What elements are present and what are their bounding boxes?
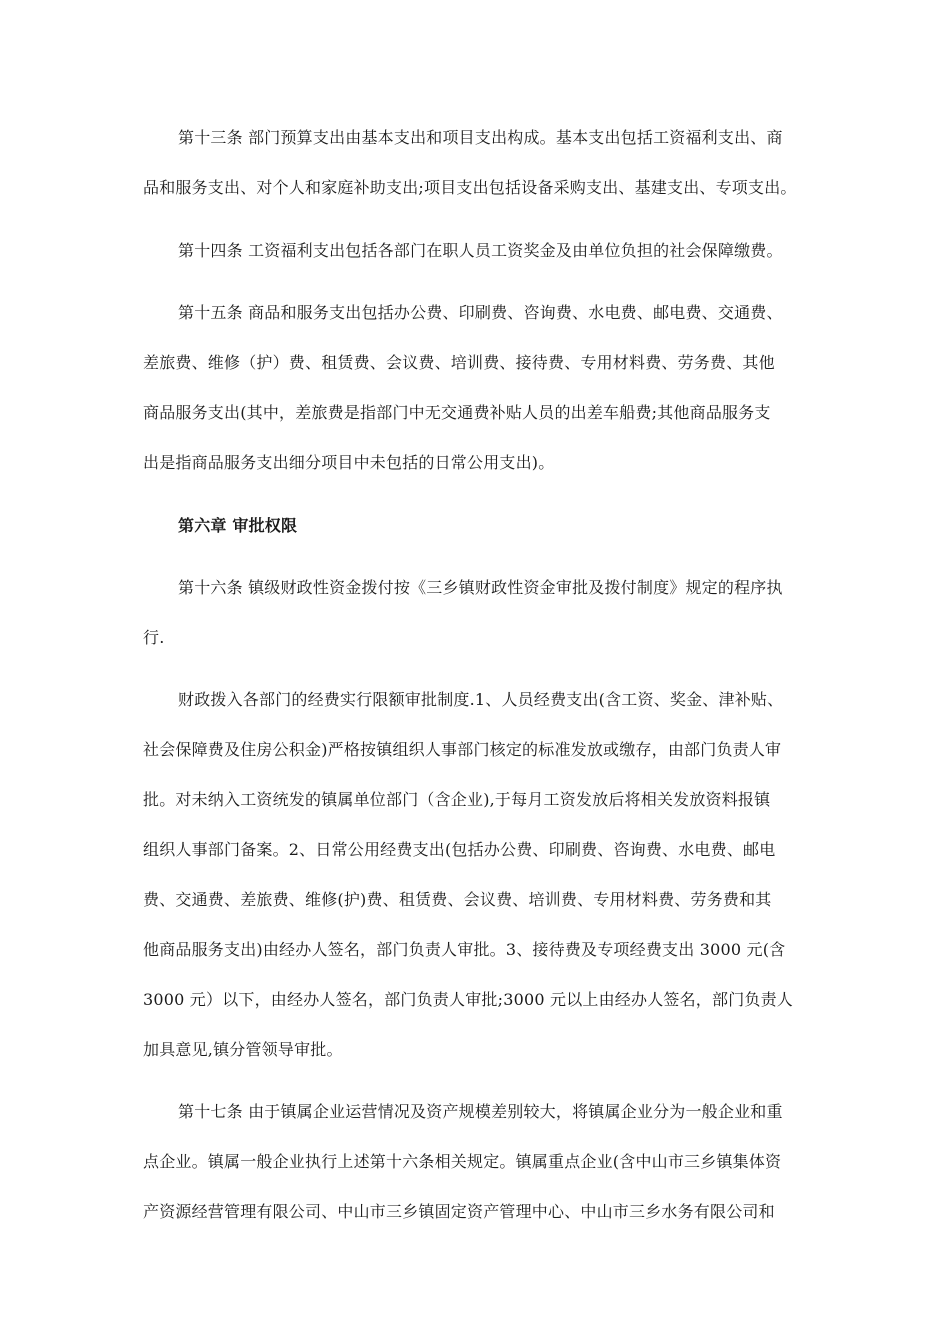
approval-line-5: 费、交通费、差旅费、维修(护)费、租赁费、会议费、培训费、专用材料费、劳务费和其 (143, 890, 772, 909)
approval-line-1: 财政拨入各部门的经费实行限额审批制度.1、人员经费支出(含工资、奖金、津补贴、 (178, 690, 784, 709)
article-16-line-1: 第十六条 镇级财政性资金拨付按《三乡镇财政性资金审批及拨付制度》规定的程序执 (178, 578, 783, 597)
article-17-line-1: 第十七条 由于镇属企业运营情况及资产规模差别较大，将镇属企业分为一般企业和重 (178, 1102, 783, 1121)
approval-line-3: 批。对未纳入工资统发的镇属单位部门（含企业),于每月工资发放后将相关发放资料报镇 (143, 790, 771, 809)
article-14-line-1: 第十四条 工资福利支出包括各部门在职人员工资奖金及由单位负担的社会保障缴费。 (178, 241, 783, 260)
article-15-line-2: 差旅费、维修（护）费、租赁费、会议费、培训费、接待费、专用材料费、劳务费、其他 (143, 353, 775, 372)
article-13-line-2: 品和服务支出、对个人和家庭补助支出;项目支出包括设备采购支出、基建支出、专项支出。 (143, 178, 797, 197)
approval-line-2: 社会保障费及住房公积金)严格按镇组织人事部门核定的标准发放或缴存，由部门负责人审 (143, 740, 782, 759)
article-15-line-4: 出是指商品服务支出细分项目中未包括的日常公用支出)。 (143, 453, 555, 472)
approval-line-4: 组织人事部门备案。2、日常公用经费支出(包括办公费、印刷费、咨询费、水电费、邮电 (143, 840, 776, 859)
approval-line-8: 加具意见,镇分管领导审批。 (143, 1040, 343, 1059)
article-13-line-1: 第十三条 部门预算支出由基本支出和项目支出构成。基本支出包括工资福利支出、商 (178, 128, 783, 147)
chapter-6-heading: 第六章 审批权限 (178, 516, 298, 535)
approval-line-6: 他商品服务支出)由经办人签名，部门负责人审批。3、接待费及专项经费支出 3000 元(含 (143, 940, 786, 959)
article-16-line-2: 行. (143, 628, 165, 647)
article-15-line-3: 商品服务支出(其中，差旅费是指部门中无交通费补贴人员的出差车船费;其他商品服务支 (143, 403, 771, 422)
article-15-line-1: 第十五条 商品和服务支出包括办公费、印刷费、咨询费、水电费、邮电费、交通费、 (178, 303, 783, 322)
article-17-line-2: 点企业。镇属一般企业执行上述第十六条相关规定。镇属重点企业(含中山市三乡镇集体资 (143, 1152, 782, 1171)
article-17-line-3: 产资源经营管理有限公司、中山市三乡镇固定资产管理中心、中山市三乡水务有限公司和 (143, 1202, 775, 1221)
approval-line-7: 3000 元）以下，由经办人签名，部门负责人审批;3000 元以上由经办人签名，部门负责人 (143, 990, 794, 1009)
